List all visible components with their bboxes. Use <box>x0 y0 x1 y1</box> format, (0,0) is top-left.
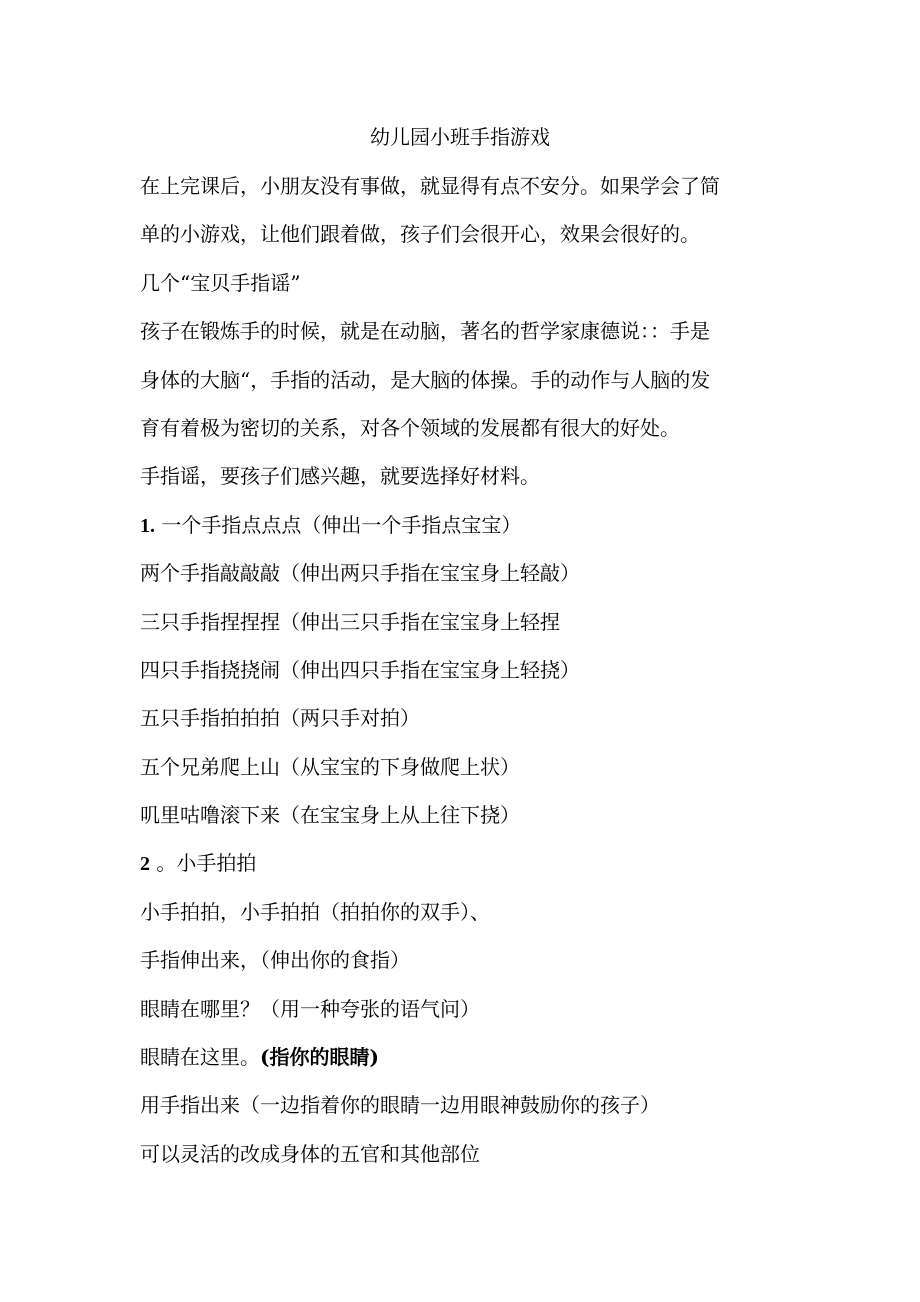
song1-line-5: 五只手指拍拍拍（两只手对拍） <box>140 706 420 731</box>
song2-line-1: 小手拍拍，小手拍拍（拍拍你的双手）、 <box>140 899 490 924</box>
document-body <box>140 162 790 1178</box>
song1-line-2: 两个手指敲敲敲（伸出两只手指在宝宝身上轻敲） <box>140 561 580 586</box>
song2-line-2: 手指伸出来，（伸出你的食指） <box>140 948 410 973</box>
song2-line-4 <box>140 1033 790 1081</box>
song2-line-4-text: 眼睛在这里。 <box>140 1045 260 1070</box>
song2-heading <box>140 839 790 887</box>
song1-line-4: 四只手指挠挠闹（伸出四只手指在宝宝身上轻挠） <box>140 657 580 682</box>
song1-line-1 <box>140 501 790 549</box>
song1-number: 1. <box>140 514 155 537</box>
song2-line-5: 用手指出来（一边指着你的眼睛一边用眼神鼓励你的孩子） <box>140 1093 660 1118</box>
song2-number: 2 <box>140 853 150 876</box>
intro-line-7: 手指谣，要孩子们感兴趣，就要选择好材料。 <box>140 464 540 489</box>
intro-line-3: 几个“宝贝手指谣” <box>140 270 301 295</box>
intro-line-2: 单的小游戏，让他们跟着做，孩子们会很开心，效果会很好的。 <box>140 222 700 247</box>
song2-line-4-bold: (指你的眼睛) <box>260 1045 379 1070</box>
song1-line-1-text: 一个手指点点点（伸出一个手指点宝宝） <box>155 512 522 537</box>
song2-line-6: 可以灵活的改成身体的五官和其他部位 <box>140 1141 480 1166</box>
intro-line-6: 育有着极为密切的关系，对各个领域的发展都有很大的好处。 <box>140 415 680 440</box>
song1-line-3: 三只手指捏捏捏（伸出三只手指在宝宝身上轻捏 <box>140 609 560 634</box>
intro-line-1: 在上完课后，小朋友没有事做，就显得有点不安分。如果学会了简 <box>140 174 720 198</box>
intro-line-4: 孩子在锻炼手的时候，就是在动脑，著名的哲学家康德说：：手是 <box>140 319 710 344</box>
intro-line-5: 身体的大脑“，手指的活动，是大脑的体操。手的动作与人脑的发 <box>140 367 711 392</box>
song1-line-7: 叽里咕噜滚下来（在宝宝身上从上往下挠） <box>140 803 520 828</box>
song2-heading-text: 。小手拍拍 <box>150 851 257 876</box>
document-title: 幼儿园小班手指游戏 <box>370 125 550 149</box>
song1-line-6: 五个兄弟爬上山（从宝宝的下身做爬上状） <box>140 754 520 779</box>
song2-line-3: 眼睛在哪里？（用一种夸张的语气问） <box>140 996 480 1021</box>
